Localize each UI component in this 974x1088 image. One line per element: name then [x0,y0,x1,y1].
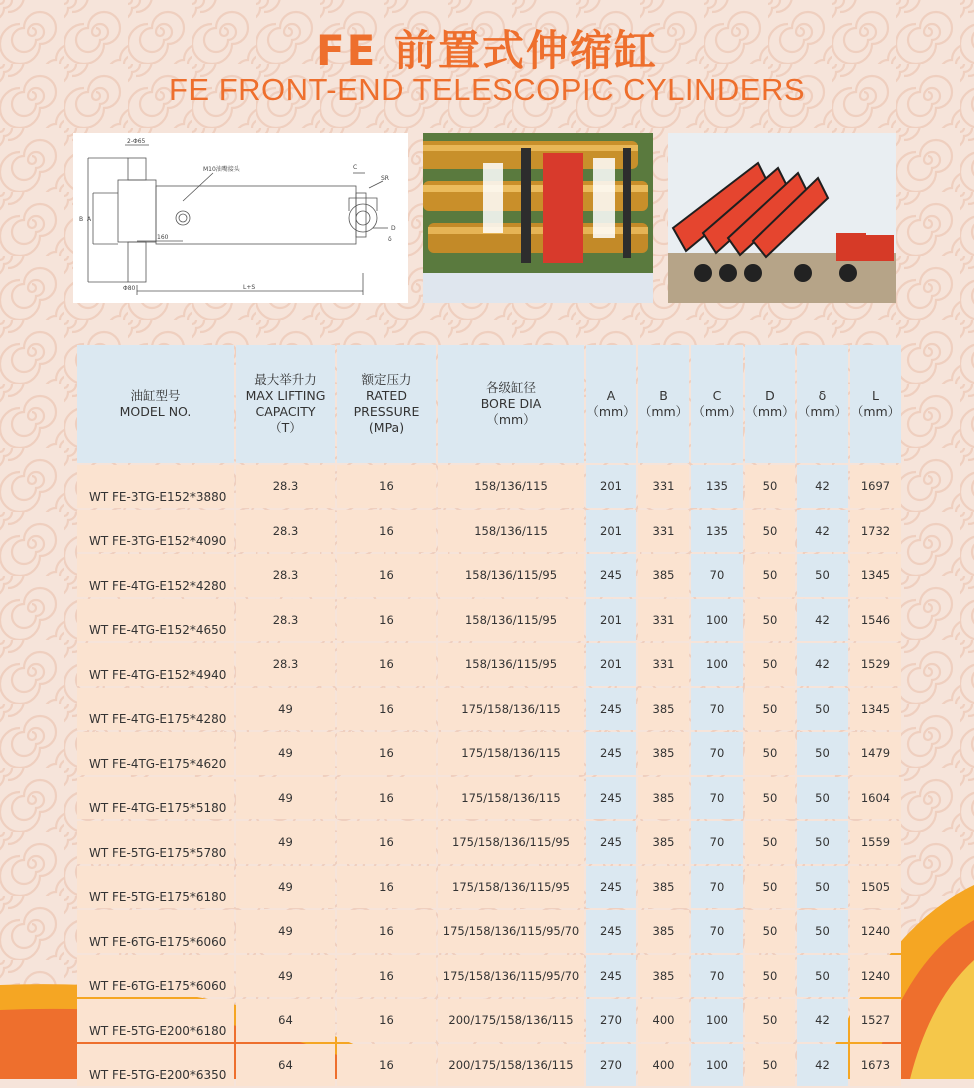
dump-trucks-photo [668,133,896,303]
value-cell: 70 [691,866,743,909]
value-cell: 201 [586,510,636,553]
header-en-label: （mm） [850,404,901,419]
value-cell: 1732 [850,510,901,553]
value-cell: 245 [586,955,636,998]
model-number-cell: WT FE-5TG-E200*6350 [77,1044,234,1087]
value-cell: 28.3 [236,465,335,508]
value-cell: 49 [236,688,335,731]
value-cell: 49 [236,955,335,998]
svg-text:D: D [391,225,396,232]
header-en-label: （mm） [486,412,536,427]
value-cell: 1527 [850,999,901,1042]
header-cell-0 [77,345,234,463]
value-cell: 49 [236,732,335,775]
svg-text:L+S: L+S [243,284,256,291]
value-cell: 42 [797,465,848,508]
value-cell: 16 [337,732,436,775]
value-cell: 50 [797,777,848,820]
header-cell-3 [438,345,584,463]
value-cell: 49 [236,866,335,909]
header-en-label: PRESSURE [353,404,420,419]
table-row [77,510,901,553]
value-cell: 400 [638,999,689,1042]
header-en-label: MODEL NO. [119,404,192,419]
value-cell: 1559 [850,821,901,864]
value-cell: 100 [691,599,743,642]
svg-text:2-Φ65: 2-Φ65 [127,138,146,145]
model-number-cell: WT FE-5TG-E200*6180 [77,999,234,1042]
value-cell: 50 [745,732,795,775]
header-cell-7 [745,345,795,463]
value-cell: 175/158/136/115/95 [438,866,584,909]
value-cell: 245 [586,732,636,775]
header-cn-label: 油缸型号 [130,388,181,403]
value-cell: 42 [797,599,848,642]
value-cell: 16 [337,777,436,820]
value-cell: 50 [745,866,795,909]
svg-text:Φ80: Φ80 [123,285,136,292]
value-cell: 158/136/115 [438,510,584,553]
value-cell: 385 [638,732,689,775]
value-cell: 245 [586,554,636,597]
value-cell: 331 [638,465,689,508]
value-cell: 16 [337,643,436,686]
value-cell: 16 [337,465,436,508]
value-cell: 50 [745,999,795,1042]
value-cell: 70 [691,688,743,731]
table-row [77,732,901,775]
value-cell: 175/158/136/115 [438,688,584,731]
value-cell: 135 [691,510,743,553]
value-cell: 158/136/115 [438,465,584,508]
model-number-cell: WT FE-4TG-E175*5180 [77,777,234,820]
value-cell: 1240 [850,910,901,953]
value-cell: 49 [236,910,335,953]
value-cell: 385 [638,777,689,820]
header-en-label: （mm） [692,404,742,419]
header-cn-label: L [872,388,879,403]
header-en-label: CAPACITY [255,404,316,419]
value-cell: 42 [797,999,848,1042]
table-header-row [77,345,901,463]
value-cell: 50 [745,821,795,864]
value-cell: 16 [337,1044,436,1087]
header-en-label: （mm） [797,404,848,419]
value-cell: 50 [745,1044,795,1087]
table-row [77,866,901,909]
value-cell: 1697 [850,465,901,508]
value-cell: 50 [797,554,848,597]
header-cn-label: δ [818,388,827,403]
value-cell: 16 [337,554,436,597]
model-number-cell: WT FE-4TG-E175*4620 [77,732,234,775]
table-row [77,777,901,820]
page-title-english: FE FRONT-END TELESCOPIC CYLINDERS [168,72,806,107]
table-row [77,688,901,731]
value-cell: 400 [638,1044,689,1087]
svg-text:160: 160 [157,234,169,241]
value-cell: 385 [638,688,689,731]
value-cell: 100 [691,999,743,1042]
value-cell: 1529 [850,643,901,686]
value-cell: 50 [797,821,848,864]
value-cell: 158/136/115/95 [438,599,584,642]
value-cell: 135 [691,465,743,508]
value-cell: 70 [691,821,743,864]
specification-table [75,343,901,1082]
model-number-cell: WT FE-4TG-E152*4940 [77,643,234,686]
value-cell: 70 [691,732,743,775]
model-number-cell: WT FE-4TG-E152*4280 [77,554,234,597]
header-cn-label: 最大举升力 [254,372,317,387]
value-cell: 158/136/115/95 [438,554,584,597]
header-cn-label: 额定压力 [361,372,412,387]
value-cell: 16 [337,910,436,953]
model-number-cell: WT FE-3TG-E152*4090 [77,510,234,553]
header-cn-label: C [712,388,722,403]
header-cell-5 [638,345,689,463]
value-cell: 64 [236,999,335,1042]
value-cell: 175/158/136/115/95/70 [438,910,584,953]
value-cell: 16 [337,510,436,553]
value-cell: 70 [691,910,743,953]
table-row [77,955,901,998]
value-cell: 385 [638,866,689,909]
value-cell: 175/158/136/115 [438,732,584,775]
value-cell: 201 [586,465,636,508]
model-number-cell: WT FE-5TG-E175*6180 [77,866,234,909]
value-cell: 100 [691,1044,743,1087]
page-title-chinese: FE 前置式伸缩缸 [315,26,658,75]
table-row [77,643,901,686]
value-cell: 42 [797,510,848,553]
value-cell: 331 [638,510,689,553]
svg-text:SR: SR [381,175,389,182]
header-cell-2 [337,345,436,463]
value-cell: 42 [797,1044,848,1087]
table-row [77,910,901,953]
value-cell: 1345 [850,688,901,731]
model-number-cell: WT FE-3TG-E152*3880 [77,465,234,508]
value-cell: 1604 [850,777,901,820]
header-en-label: （mm） [586,404,636,419]
value-cell: 1505 [850,866,901,909]
model-number-cell: WT FE-6TG-E175*6060 [77,955,234,998]
header-cell-9 [850,345,901,463]
table-row [77,465,901,508]
value-cell: 16 [337,688,436,731]
table-row [77,999,901,1042]
svg-text:M10油嘴接头: M10油嘴接头 [203,166,240,173]
value-cell: 245 [586,688,636,731]
value-cell: 50 [797,866,848,909]
value-cell: 42 [797,643,848,686]
header-en-label: (MPa) [368,420,405,435]
value-cell: 50 [745,955,795,998]
header-en-label: （T） [269,420,302,435]
header-en-label: （mm） [638,404,689,419]
value-cell: 49 [236,777,335,820]
value-cell: 50 [797,688,848,731]
header-en-label: RATED [366,388,407,403]
model-number-cell: WT FE-4TG-E152*4650 [77,599,234,642]
value-cell: 245 [586,821,636,864]
value-cell: 50 [745,688,795,731]
table-row [77,554,901,597]
value-cell: 16 [337,955,436,998]
svg-text:C: C [353,164,358,171]
svg-text:A: A [87,216,92,223]
value-cell: 50 [745,465,795,508]
value-cell: 158/136/115/95 [438,643,584,686]
value-cell: 1240 [850,955,901,998]
header-en-label: BORE DIA [480,396,542,411]
value-cell: 245 [586,777,636,820]
value-cell: 385 [638,955,689,998]
value-cell: 331 [638,599,689,642]
cylinders-photo [423,133,653,303]
value-cell: 50 [745,910,795,953]
value-cell: 200/175/158/136/115 [438,999,584,1042]
svg-text:B: B [79,216,84,223]
model-number-cell: WT FE-4TG-E175*4280 [77,688,234,731]
value-cell: 16 [337,599,436,642]
value-cell: 1673 [850,1044,901,1087]
header-cell-4 [586,345,636,463]
value-cell: 50 [797,955,848,998]
value-cell: 200/175/158/136/115 [438,1044,584,1087]
header-en-label: MAX LIFTING [245,388,326,403]
header-cn-label: B [659,388,668,403]
value-cell: 175/158/136/115/95 [438,821,584,864]
header-cell-1 [236,345,335,463]
value-cell: 201 [586,599,636,642]
value-cell: 245 [586,910,636,953]
value-cell: 16 [337,999,436,1042]
table-row [77,1044,901,1087]
value-cell: 1345 [850,554,901,597]
value-cell: 50 [797,910,848,953]
value-cell: 49 [236,821,335,864]
value-cell: 201 [586,643,636,686]
header-cell-6 [691,345,743,463]
value-cell: 175/158/136/115/95/70 [438,955,584,998]
value-cell: 64 [236,1044,335,1087]
table-row [77,821,901,864]
value-cell: 100 [691,643,743,686]
header-cn-label: 各级缸径 [485,380,536,395]
value-cell: 385 [638,910,689,953]
value-cell: 331 [638,643,689,686]
value-cell: 1546 [850,599,901,642]
value-cell: 28.3 [236,643,335,686]
value-cell: 50 [797,732,848,775]
value-cell: 1479 [850,732,901,775]
value-cell: 270 [586,1044,636,1087]
header-cell-8 [797,345,848,463]
cylinder-technical-drawing [73,133,408,303]
model-number-cell: WT FE-5TG-E175*5780 [77,821,234,864]
table-row [77,599,901,642]
value-cell: 16 [337,866,436,909]
value-cell: 270 [586,999,636,1042]
svg-text:δ: δ [388,236,392,243]
value-cell: 28.3 [236,599,335,642]
value-cell: 70 [691,955,743,998]
header-cn-label: D [765,388,775,403]
value-cell: 50 [745,777,795,820]
value-cell: 28.3 [236,554,335,597]
value-cell: 70 [691,777,743,820]
value-cell: 175/158/136/115 [438,777,584,820]
header-en-label: （mm） [745,404,795,419]
value-cell: 245 [586,866,636,909]
model-number-cell: WT FE-6TG-E175*6060 [77,910,234,953]
value-cell: 70 [691,554,743,597]
value-cell: 385 [638,821,689,864]
value-cell: 385 [638,554,689,597]
value-cell: 28.3 [236,510,335,553]
value-cell: 50 [745,554,795,597]
value-cell: 50 [745,510,795,553]
header-cn-label: A [606,388,616,403]
value-cell: 16 [337,821,436,864]
value-cell: 50 [745,643,795,686]
value-cell: 50 [745,599,795,642]
